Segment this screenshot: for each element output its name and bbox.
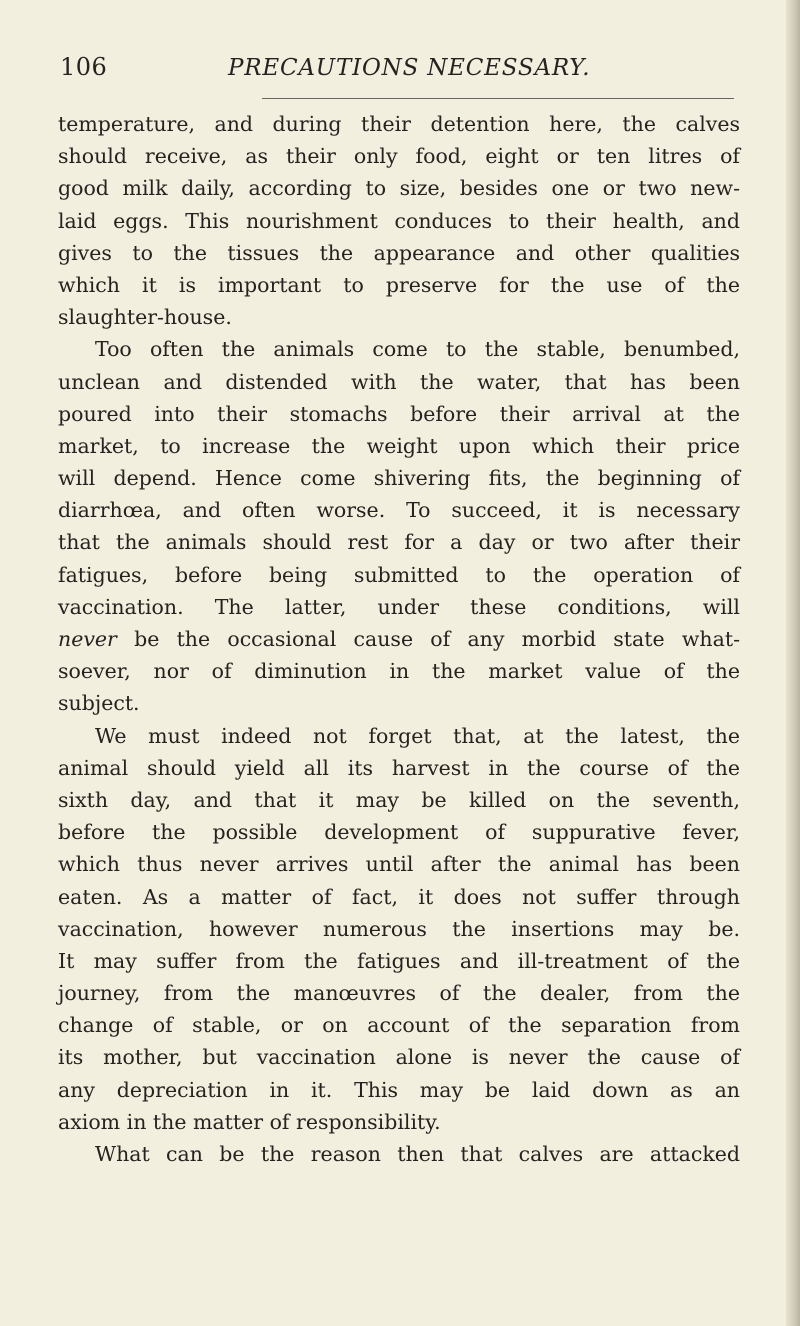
text-line: Too often the animals come to the stable, benumbed,: [95, 337, 740, 362]
text-line: soever, nor of diminution in the market value of the: [58, 659, 740, 684]
text-line: laid eggs. This nourishment conduces to their health, and: [58, 208, 740, 233]
text-line: change of stable, or on account of the separation from: [58, 1013, 740, 1038]
text-line: We must indeed not forget that, at the latest, the: [95, 723, 740, 748]
body-text: [58, 108, 740, 1170]
text-line: It may suffer from the fatigues and ill-treatment of the: [58, 948, 740, 973]
text-line: which thus never arrives until after the animal has been: [58, 852, 740, 877]
text-line: sixth day, and that it may be killed on the seventh,: [58, 787, 740, 812]
text-line: gives to the tissues the appearance and other qualities: [58, 240, 740, 265]
line-rest: be the occasional cause of any morbid state what-: [116, 627, 740, 651]
text-line: subject.: [58, 691, 140, 716]
text-line: vaccination. The latter, under these conditions, will: [58, 594, 740, 619]
text-line: good milk daily, according to size, besides one or two new-: [58, 176, 740, 201]
text-line: journey, from the manœuvres of the dealer, from the: [58, 981, 740, 1006]
text-line: diarrhœa, and often worse. To succeed, it is necessary: [58, 498, 740, 523]
text-line: its mother, but vaccination alone is never the cause of: [58, 1045, 740, 1070]
text-line: vaccination, however numerous the insertions may be.: [58, 916, 740, 941]
text-line: that the animals should rest for a day or two after their: [58, 530, 740, 555]
text-line: temperature, and during their detention here, the calves: [58, 112, 740, 136]
text-line: What can be the reason then that calves are attacked: [95, 1142, 740, 1166]
text-line: unclean and distended with the water, that has been: [58, 369, 740, 394]
text-line: before the possible development of suppurative fever,: [58, 820, 740, 845]
text-line: market, to increase the weight upon which their price: [58, 433, 740, 458]
text-line: fatigues, before being submitted to the operation of: [58, 562, 740, 587]
emphasis-word: never: [58, 627, 117, 651]
text-line: will depend. Hence come shivering fits, the beginning of: [58, 466, 740, 491]
text-line: poured into their stomachs before their arrival at the: [58, 401, 740, 426]
text-line: any depreciation in it. This may be laid down as an: [58, 1077, 740, 1102]
text-line: should receive, as their only food, eight or ten litres of: [58, 144, 740, 169]
text-line: eaten. As a matter of fact, it does not suffer through: [58, 884, 740, 909]
running-title: PRECAUTIONS NECESSARY.: [228, 55, 591, 81]
header-rule: [262, 98, 734, 99]
text-line: which it is important to preserve for the use of the: [58, 272, 740, 297]
text-line: axiom in the matter of responsibility.: [58, 1109, 441, 1134]
page-number: 106: [60, 53, 108, 81]
text-line: slaughter-house.: [58, 305, 232, 330]
text-line: animal should yield all its harvest in the course of the: [58, 755, 740, 780]
text-line: [58, 623, 740, 655]
page-edge: [786, 0, 800, 1326]
